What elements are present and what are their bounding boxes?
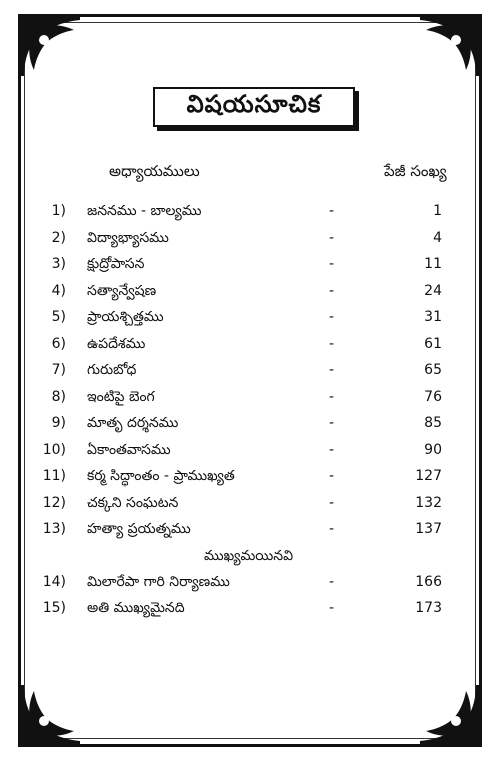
toc-entry-number: 9): [51, 415, 66, 431]
page-title: విషయసూచిక: [153, 87, 355, 127]
toc-entry-dash: -: [329, 229, 335, 246]
toc-entry-number: 1): [51, 203, 66, 219]
toc-entry-dash: -: [329, 282, 335, 299]
toc-entry-dash: -: [329, 309, 335, 325]
toc-entry-dash: -: [329, 521, 335, 537]
toc-entry-title: క్షుద్రోపాసన: [87, 256, 145, 272]
toc-entry-dash: -: [329, 335, 335, 352]
toc-entry-page: 90: [424, 441, 442, 458]
toc-entry-dash: -: [329, 415, 335, 431]
toc-entry-page: 76: [424, 388, 442, 405]
toc-entry-dash: -: [329, 441, 335, 458]
toc-entry-number: 14): [42, 573, 66, 590]
toc-entry-page: 31: [424, 309, 442, 325]
toc-list: [0, 198, 500, 622]
toc-entry-number: 6): [51, 335, 66, 352]
toc-entry-number: 4): [51, 282, 66, 299]
toc-entry-number: 3): [51, 256, 66, 272]
toc-entry-title: ఏకాంతవాసము: [87, 441, 171, 458]
toc-entry-page: 173: [415, 600, 442, 616]
toc-entry-page: 65: [424, 362, 442, 378]
toc-entry-title: చక్కని సంఘటన: [87, 494, 179, 511]
toc-entry-dash: -: [329, 468, 335, 484]
page-column-header: పేజీ సంఖ్య: [384, 162, 447, 180]
toc-entry-page: 4: [433, 229, 442, 246]
corner-ornament-icon: [18, 14, 80, 76]
toc-entry-title: ఉపదేశము: [87, 335, 146, 352]
chapters-column-header: అధ్యాయములు: [109, 162, 200, 180]
toc-entry-number: 2): [51, 229, 66, 246]
toc-entry: [0, 410, 500, 437]
corner-ornament-icon: [18, 685, 80, 747]
toc-entry-page: 61: [424, 335, 442, 352]
corner-ornament-icon: [420, 14, 482, 76]
toc-entry: [0, 251, 500, 278]
toc-entry-page: 85: [424, 415, 442, 431]
toc-entry: [0, 304, 500, 331]
toc-entry: [0, 357, 500, 384]
toc-entry-dash: -: [329, 573, 335, 590]
toc-entry-page: 24: [424, 282, 442, 299]
toc-entry-page: 11: [424, 256, 442, 272]
toc-entry: [0, 595, 500, 622]
toc-subheading: ముఖ్యమయినవి: [204, 547, 294, 564]
toc-entry-page: 132: [415, 494, 442, 511]
toc-entry-number: 13): [42, 521, 66, 537]
toc-entry-page: 137: [415, 521, 442, 537]
toc-entry-title: మాతృ దర్శనము: [87, 415, 179, 431]
toc-entry-title: విద్యాభ్యాసము: [87, 229, 169, 246]
toc-entry: [0, 437, 500, 464]
toc-entry-number: 7): [51, 362, 66, 378]
toc-entry-title: మిలారేపా గారి నిర్యాణము: [87, 573, 230, 590]
toc-entry-title: గురుబోధ: [87, 362, 137, 378]
toc-entry: [0, 225, 500, 252]
toc-entry-title: సత్యాన్వేషణ: [87, 282, 157, 299]
toc-entry-dash: -: [329, 203, 335, 219]
toc-entry-title: హత్యా ప్రయత్నము: [87, 521, 191, 537]
toc-entry-page: 166: [415, 573, 442, 590]
toc-entry: [0, 384, 500, 411]
toc-entry: [0, 516, 500, 543]
toc-entry: [0, 278, 500, 305]
toc-entry-dash: -: [329, 600, 335, 616]
toc-entry-title: ఇంటిపై బెంగ: [87, 388, 155, 405]
toc-entry: [0, 569, 500, 596]
toc-entry-number: 15): [42, 600, 66, 616]
toc-entry-number: 10): [42, 441, 66, 458]
toc-entry-number: 11): [42, 468, 66, 484]
toc-entry-dash: -: [329, 494, 335, 511]
toc-entry-number: 8): [51, 388, 66, 405]
toc-entry-page: 127: [415, 468, 442, 484]
toc-entry-page: 1: [433, 203, 442, 219]
toc-entry-title: కర్మ సిద్ధాంతం - ప్రాముఖ్యత: [87, 468, 235, 484]
toc-entry: [0, 198, 500, 225]
corner-ornament-icon: [420, 685, 482, 747]
toc-entry-title: ప్రాయశ్చిత్తము: [87, 309, 164, 325]
toc-entry-dash: -: [329, 256, 335, 272]
toc-extra-group: [0, 569, 500, 622]
toc-entry: [0, 463, 500, 490]
toc-entry: [0, 490, 500, 517]
toc-entry-dash: -: [329, 388, 335, 405]
toc-entry-number: 12): [42, 494, 66, 511]
toc-entry-dash: -: [329, 362, 335, 378]
toc-entry-number: 5): [51, 309, 66, 325]
toc-entry-title: అతి ముఖ్యమైనది: [87, 600, 185, 616]
toc-main-group: [0, 198, 500, 543]
toc-entry-title: జననము - బాల్యము: [87, 203, 202, 219]
toc-entry: [0, 331, 500, 358]
